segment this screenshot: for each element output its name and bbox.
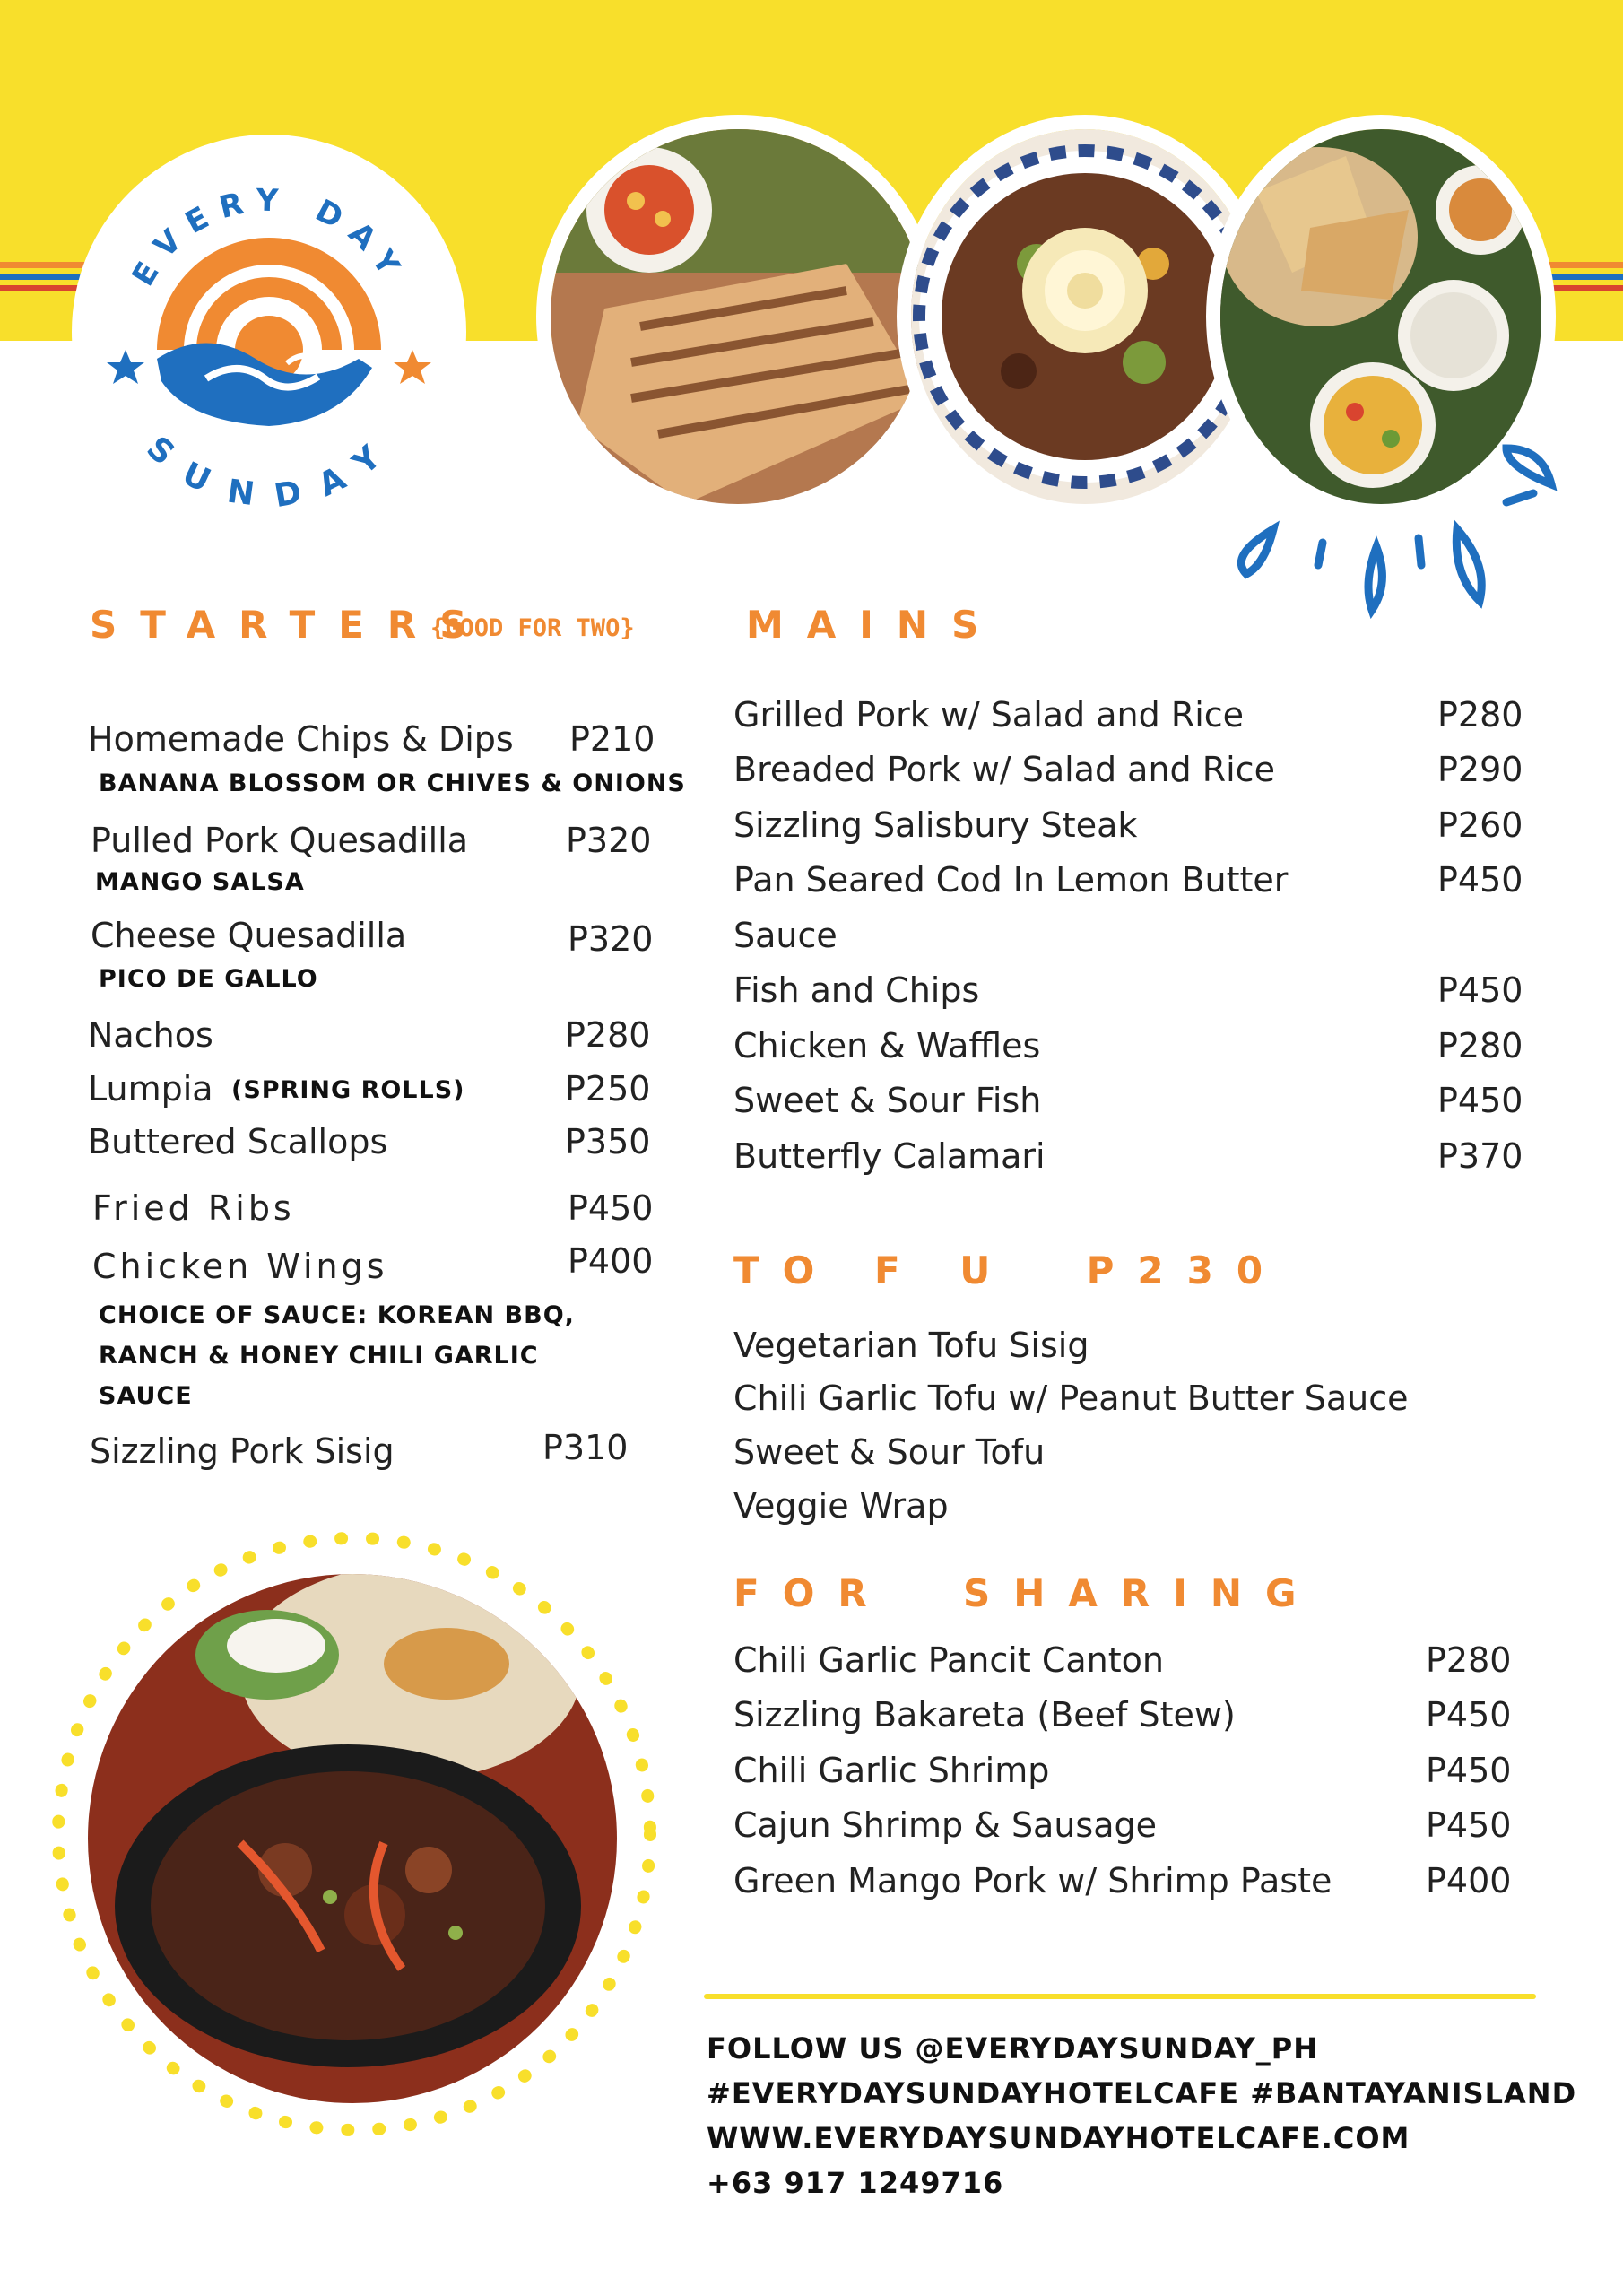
starter-name: Homemade Chips & Dips: [88, 719, 514, 759]
starter-name: Buttered Scallops: [88, 1122, 388, 1161]
starter-price: P320: [568, 919, 654, 959]
starter-name: Lumpia: [88, 1069, 213, 1109]
main-name: Grilled Pork w/ Salad and Rice: [733, 695, 1245, 735]
main-price: P450: [1437, 970, 1523, 1010]
starter-price: P310: [542, 1428, 629, 1467]
main-name: Fish and Chips: [733, 970, 980, 1010]
sharing-price: P450: [1426, 1695, 1512, 1735]
starter-price: P280: [565, 1015, 651, 1055]
main-price: P260: [1437, 805, 1523, 845]
header-stripe-blue-right: [1542, 274, 1623, 280]
starter-description: MANGO SALSA: [95, 868, 305, 896]
starter-price: P250: [565, 1069, 651, 1109]
mains-heading: MAINS: [746, 603, 1002, 647]
logo-graphic: [72, 135, 466, 529]
header-stripe-orange-right: [1542, 262, 1623, 268]
starter-price: P400: [568, 1241, 654, 1281]
starter-price: P320: [566, 821, 652, 860]
logo: [72, 135, 466, 529]
logo-text-top: EVERY DAY: [125, 182, 413, 292]
starter-description: BANANA BLOSSOM OR CHIVES & ONIONS: [99, 770, 686, 797]
starter-price: P210: [569, 719, 655, 759]
tofu-item: Chili Garlic Tofu w/ Peanut Butter Sauce: [733, 1378, 1409, 1418]
sharing-price: P280: [1426, 1640, 1512, 1680]
footer-divider: [704, 1994, 1536, 1999]
logo-text-bottom: SUNDAY: [139, 429, 399, 516]
footer-hashtags: #EVERYDAYSUNDAYHOTELCAFE #BANTAYANISLAND: [707, 2076, 1577, 2110]
sun-rays-decoration: [1211, 430, 1587, 637]
main-name: Breaded Pork w/ Salad and Rice: [733, 750, 1275, 789]
tofu-item: Veggie Wrap: [733, 1486, 949, 1526]
svg-text:EVERY DAY: [126, 182, 413, 291]
svg-text:SUNDAY: [139, 430, 398, 515]
sharing-name: Sizzling Bakareta (Beef Stew): [733, 1695, 1236, 1735]
starter-name-extra: (SPRING ROLLS): [231, 1076, 465, 1104]
sharing-price: P400: [1426, 1861, 1512, 1900]
starter-description-line: RANCH & HONEY CHILI GARLIC: [99, 1342, 539, 1370]
main-name: Sweet & Sour Fish: [733, 1081, 1042, 1120]
main-price: P450: [1437, 1081, 1523, 1120]
starter-description-line: SAUCE: [99, 1382, 193, 1410]
starter-price: P450: [568, 1188, 654, 1228]
sharing-price: P450: [1426, 1805, 1512, 1845]
main-name: Chicken & Waffles: [733, 1026, 1041, 1065]
photo-sizzling-plate: [88, 1574, 617, 2103]
starter-name: Fried Ribs: [92, 1188, 295, 1228]
footer-website[interactable]: WWW.EVERYDAYSUNDAYHOTELCAFE.COM: [707, 2121, 1410, 2155]
photo-quesadilla: [536, 115, 940, 518]
starters-heading: STARTERS: [90, 603, 490, 647]
starter-description: PICO DE GALLO: [99, 965, 318, 993]
starter-price: P350: [565, 1122, 651, 1161]
sharing-name: Cajun Shrimp & Sausage: [733, 1805, 1158, 1845]
tofu-heading: TO F U P230: [733, 1248, 1287, 1292]
footer-phone[interactable]: +63 917 1249716: [707, 2166, 1004, 2200]
starter-name: Chicken Wings: [92, 1247, 388, 1286]
starter-name: Sizzling Pork Sisig: [90, 1431, 395, 1471]
footer-social[interactable]: FOLLOW US @EVERYDAYSUNDAY_PH: [707, 2031, 1318, 2066]
tofu-item: Sweet & Sour Tofu: [733, 1432, 1046, 1472]
sharing-heading: FOR SHARING: [733, 1571, 1320, 1615]
starter-name: Cheese Quesadilla: [91, 916, 407, 955]
sharing-name: Chili Garlic Pancit Canton: [733, 1640, 1164, 1680]
main-price: P280: [1437, 1026, 1523, 1065]
quesadilla-photo-icon: [551, 129, 925, 504]
sharing-price: P450: [1426, 1751, 1512, 1790]
main-price: P450: [1437, 860, 1523, 900]
main-price: P290: [1437, 750, 1523, 789]
main-price: P280: [1437, 695, 1523, 735]
tofu-item: Vegetarian Tofu Sisig: [733, 1326, 1089, 1365]
sharing-name: Chili Garlic Shrimp: [733, 1751, 1050, 1790]
header-stripe-red-right: [1542, 285, 1623, 291]
sharing-name: Green Mango Pork w/ Shrimp Paste: [733, 1861, 1332, 1900]
main-name: Butterfly Calamari: [733, 1136, 1046, 1176]
main-name: Pan Seared Cod In Lemon Butter: [733, 860, 1289, 900]
main-name: Sizzling Salisbury Steak: [733, 805, 1138, 845]
main-name-line2: Sauce: [733, 916, 838, 955]
starter-description-line: CHOICE OF SAUCE: KOREAN BBQ,: [99, 1301, 575, 1329]
starter-name: Pulled Pork Quesadilla: [91, 821, 469, 860]
main-price: P370: [1437, 1136, 1523, 1176]
starter-name: Nachos: [88, 1015, 213, 1055]
sizzling-plate-photo-icon: [88, 1574, 617, 2103]
starters-note: {GOOD FOR TWO}: [430, 614, 635, 642]
